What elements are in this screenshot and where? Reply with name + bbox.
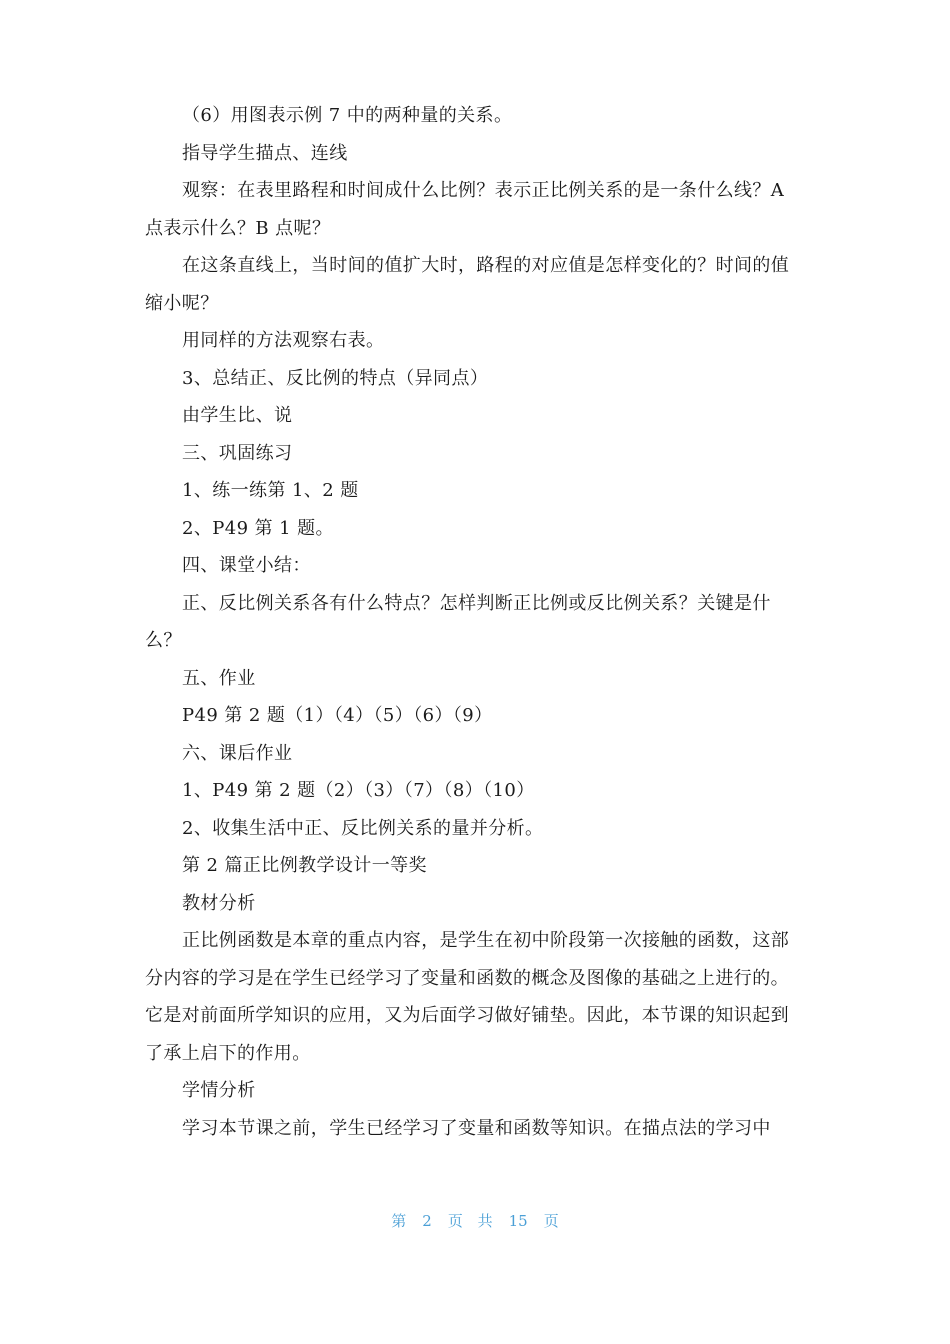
paragraph: 1、P49 第 2 题（2）（3）（7）（8）（10） <box>182 780 535 801</box>
document-body <box>145 97 807 1147</box>
paragraph: 观察：在表里路程和时间成什么比例？表示正比例关系的是一条什么线？A 点表示什么？B 点呢？ <box>145 180 785 239</box>
paragraph: 正比例函数是本章的重点内容，是学生在初中阶段第一次接触的函数，这部分内容的学习是在学生已经学习了变量和函数的概念及图像的基础之上进行的。它是对前面所学知识的应用，又为后面学习做好铺垫。因此，本节课的知识起到了承上启下的作用。 <box>145 930 790 1064</box>
section-heading: 四、课堂小结： <box>182 555 311 576</box>
section-heading: 六、课后作业 <box>182 742 293 764</box>
paragraph: 3、总结正、反比例的特点（异同点） <box>182 367 489 389</box>
paragraph: 正、反比例关系各有什么特点？怎样判断正比例或反比例关系？关键是什么？ <box>145 592 771 651</box>
paragraph: 2、收集生活中正、反比例关系的量并分析。 <box>182 817 544 839</box>
paragraph: P49 第 2 题（1）（4）（5）（6）（9） <box>182 705 493 726</box>
paragraph: （6）用图表示例 7 中的两种量的关系。 <box>182 105 513 126</box>
footer-total-pages: 15 <box>508 1212 528 1230</box>
section-heading: 三、巩固练习 <box>182 442 293 464</box>
paragraph: 2、P49 第 1 题。 <box>182 517 334 539</box>
footer-page-suffix: 页 <box>543 1212 559 1230</box>
footer-page-of: 页 共 <box>447 1212 493 1230</box>
paragraph: 1、练一练第 1、2 题 <box>182 480 359 501</box>
paragraph: 由学生比、说 <box>182 405 293 426</box>
section-heading: 学情分析 <box>182 1080 256 1101</box>
paragraph: 指导学生描点、连线 <box>182 142 348 164</box>
paragraph: 在这条直线上，当时间的值扩大时，路程的对应值是怎样变化的？时间的值缩小呢？ <box>145 255 790 314</box>
section-heading: 教材分析 <box>182 892 256 914</box>
page-footer <box>0 1210 950 1231</box>
section-heading: 五、作业 <box>182 667 256 689</box>
paragraph: 用同样的方法观察右表。 <box>182 330 385 351</box>
footer-page-label: 第 <box>391 1212 407 1230</box>
paragraph: 学习本节课之前，学生已经学习了变量和函数等知识。在描点法的学习中 <box>182 1117 771 1139</box>
article-title: 第 2 篇正比例教学设计一等奖 <box>182 855 427 876</box>
footer-current-page: 2 <box>422 1212 432 1230</box>
